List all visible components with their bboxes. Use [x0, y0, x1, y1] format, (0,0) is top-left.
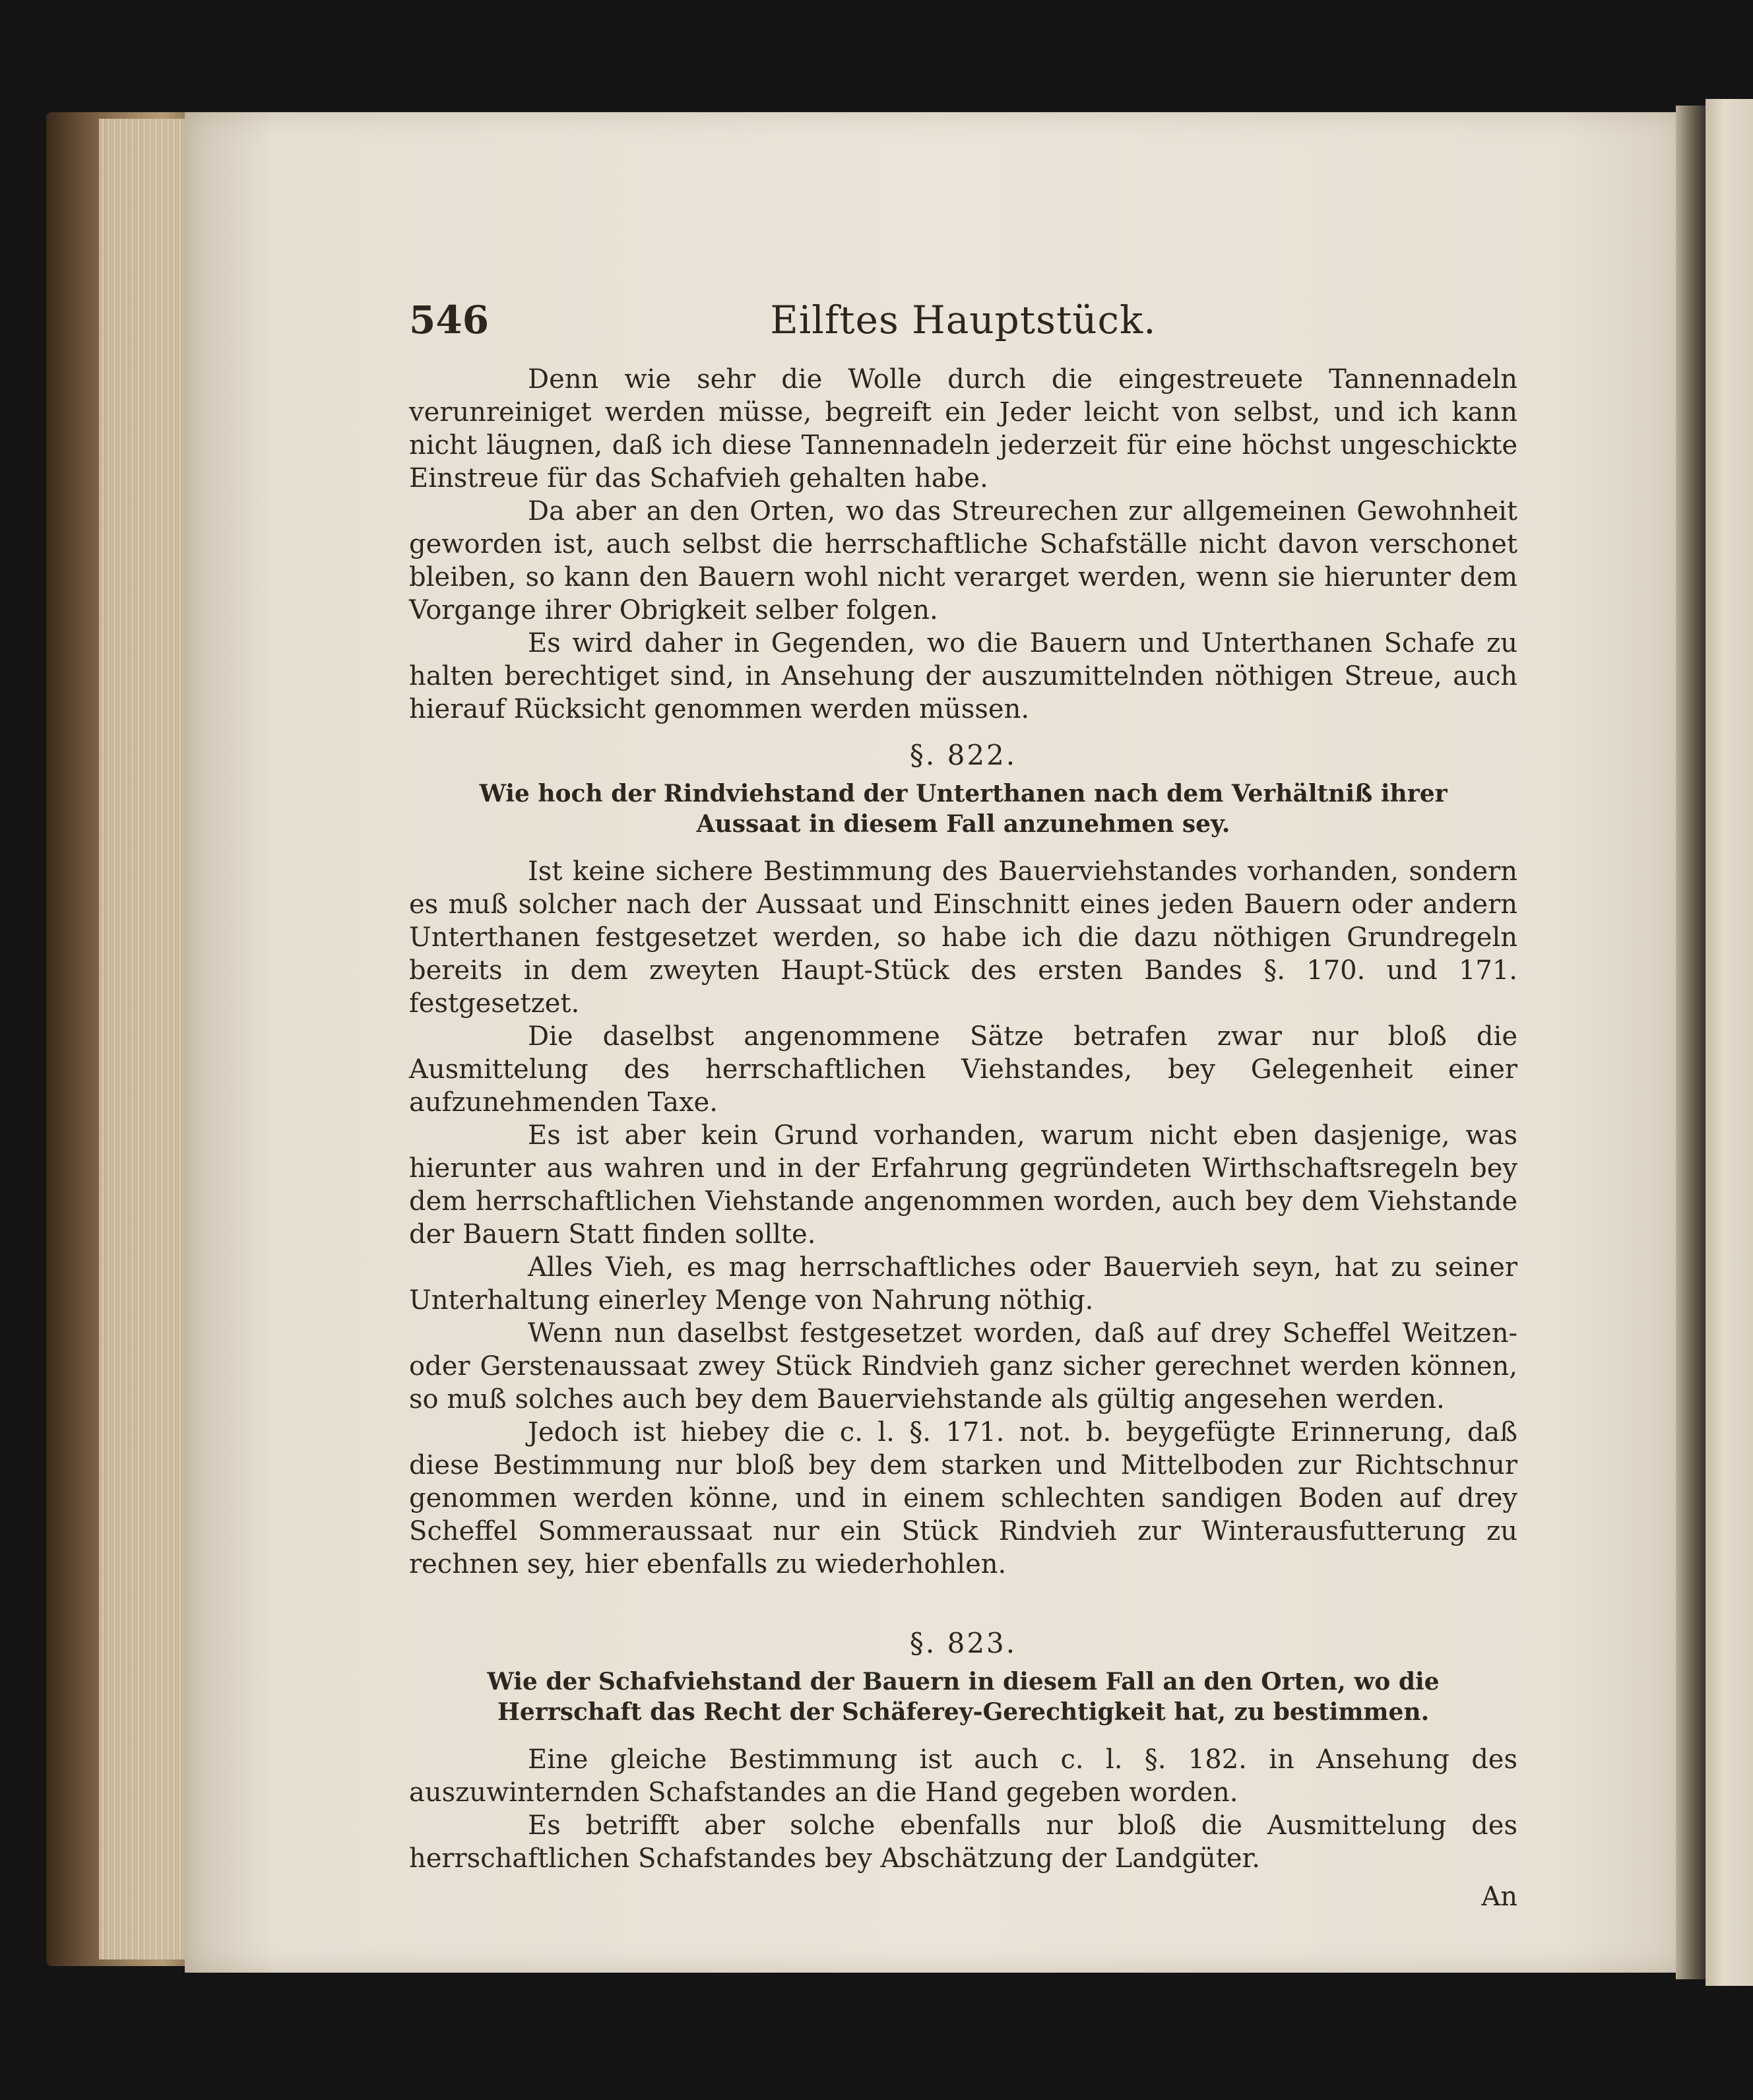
page-number: 546 [409, 298, 490, 342]
paragraph: Alles Vieh, es mag herrschaftliches oder Bauervieh seyn, hat zu seiner Unterhaltung einerley Menge von Nahrung nöthig. [409, 1252, 1517, 1316]
section-number: §. 823. [909, 1627, 1017, 1659]
book-gutter [1676, 106, 1709, 1979]
running-title: Eilftes Hauptstück. [770, 298, 1157, 342]
paragraph: Es wird daher in Gegenden, wo die Bauern und Unterthanen Schafe zu halten berechtiget sind, in Ansehung der auszumittelnden nöthigen Streue, auch hierauf Rücksicht genommen werden müssen. [409, 628, 1517, 724]
section-number: §. 822. [909, 739, 1017, 771]
page-text [409, 297, 1517, 1913]
page-header [409, 297, 1517, 356]
paragraph: Eine gleiche Bestimmung ist auch c. l. §. 182. in Ansehung des auszuwinternden Schafstandes an die Hand gegeben worden. [409, 1744, 1517, 1808]
paragraph: Da aber an den Orten, wo das Streurechen zur allgemeinen Gewohnheit geworden ist, auch selbst die herrschaftliche Schafställe nicht davon verschonet bleiben, so kann den Bauern wohl nicht verarget werden, wenn sie hierunter dem Vorgange ihrer Obrigkeit selber folgen. [409, 496, 1517, 625]
section-title: Wie der Schafviehstand der Bauern in diesem Fall an den Orten, wo die Herrschaft das Recht der Schäferey-Gerechtigkeit hat, zu bestimmen. [487, 1668, 1440, 1726]
paragraph: Es ist aber kein Grund vorhanden, warum nicht eben dasjenige, was hierunter aus wahren und in der Erfahrung gegründeten Wirthschaftsregeln bey dem herrschaftlichen Viehstande angenommen worden, auch bey dem Viehstande der Bauern Statt finden sollte. [409, 1120, 1517, 1250]
catchword: An [1481, 1882, 1517, 1912]
page-edges [99, 119, 198, 1959]
section-title: Wie hoch der Rindviehstand der Unterthanen nach dem Verhältniß ihrer Aussaat in diesem Fall anzunehmen sey. [479, 780, 1448, 838]
paragraph: Jedoch ist hiebey die c. l. §. 171. not. b. beygefügte Erinnerung, daß diese Bestimmung nur bloß bey dem starken und Mittelboden zur Richtschnur genommen werden könne, und in einem schlechten sandigen Boden auf drey Scheffel Sommeraussaat nur ein Stück Rindvieh zur Winterausfutterung zu rechnen sey, hier ebenfalls zu wiederhohlen. [409, 1417, 1517, 1579]
paragraph: Wenn nun daselbst festgesetzet worden, daß auf drey Scheffel Weitzen- oder Gerstenaussaat zwey Stück Rindvieh ganz sicher gerechnet werden können, so muß solches auch bey dem Bauerviehstande als gültig angesehen werden. [409, 1318, 1517, 1415]
paragraph: Denn wie sehr die Wolle durch die eingestreuete Tannennadeln verunreiniget werden müsse, begreift ein Jeder leicht von selbst, und ich kann nicht läugnen, daß ich diese Tannennadeln jederzeit für eine höchst ungeschickte Einstreue für das Schafvieh gehalten habe. [409, 364, 1517, 493]
paragraph: Ist keine sichere Bestimmung des Bauerviehstandes vorhanden, sondern es muß solcher nach der Aussaat und Einschnitt eines jeden Bauern oder andern Unterthanen festgesetzet werden, so habe ich die dazu nöthigen Grundregeln bereits in dem zweyten Haupt-Stück des ersten Bandes §. 170. und 171. festgesetzet. [409, 856, 1517, 1019]
facing-page-edge [1705, 99, 1753, 1986]
paragraph: Die daselbst angenommene Sätze betrafen zwar nur bloß die Ausmittelung des herrschaftlichen Viehstandes, bey Gelegenheit einer aufzunehmenden Taxe. [409, 1021, 1517, 1118]
paragraph: Es betrifft aber solche ebenfalls nur bloß die Ausmittelung des herrschaftlichen Schafstandes bey Abschätzung der Landgüter. [409, 1810, 1517, 1874]
